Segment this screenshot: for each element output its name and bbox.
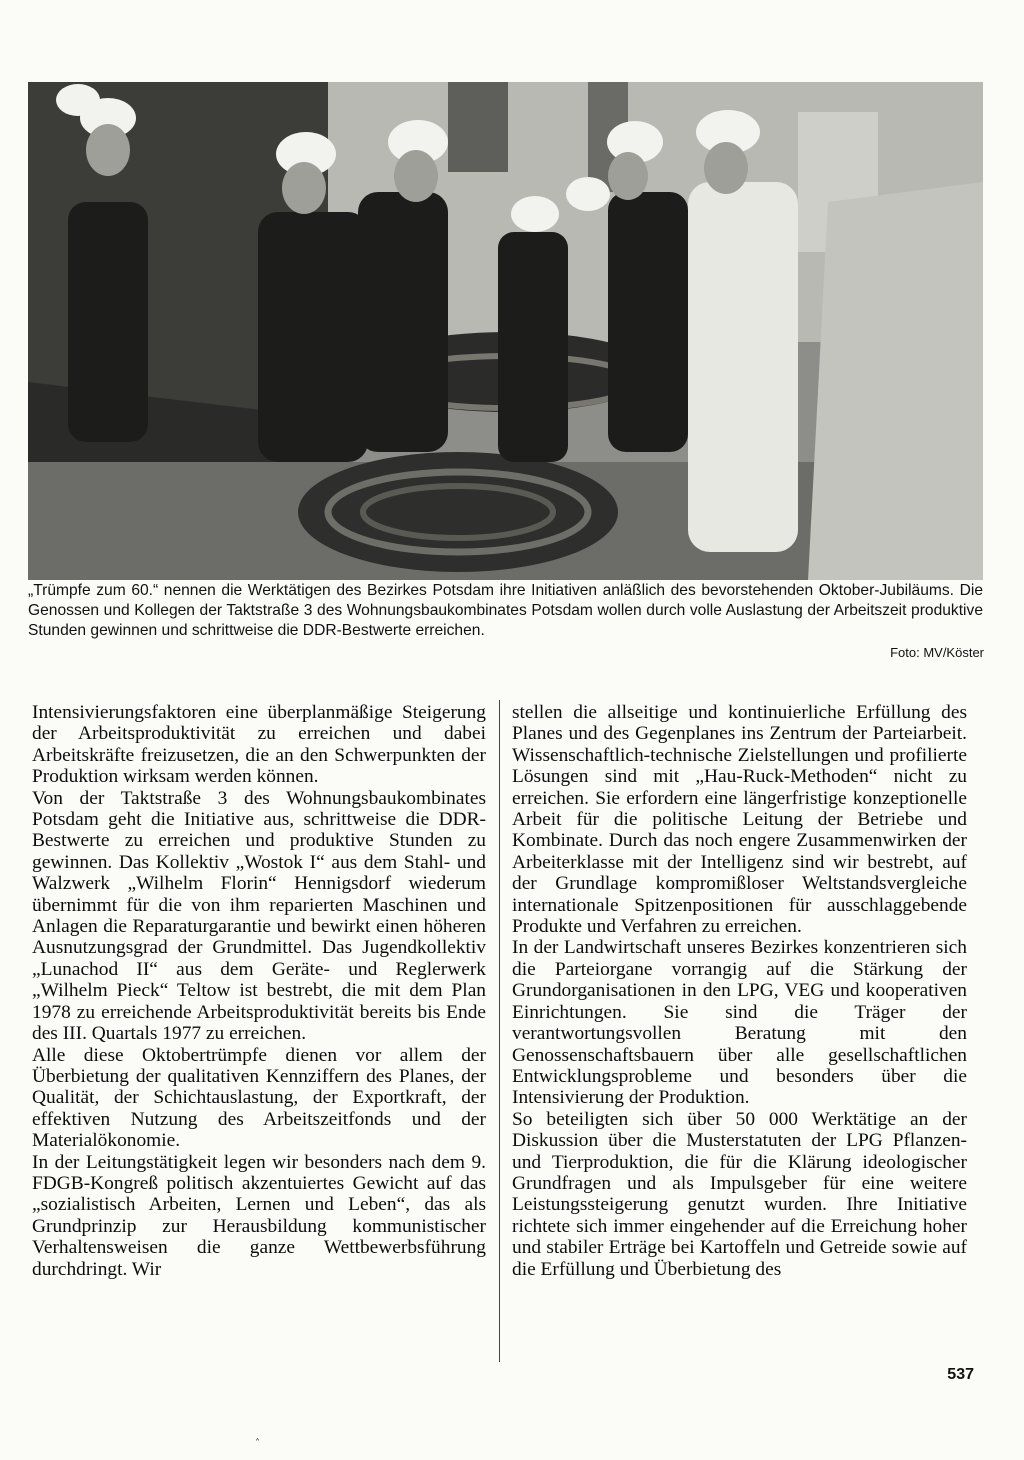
column-divider	[499, 700, 500, 1362]
photo-illustration	[28, 82, 983, 580]
text-column-right	[512, 702, 967, 1280]
paragraph: Von der Taktstraße 3 des Wohnungsbaukombinates Potsdam geht die Initiative aus, schrittweise die DDR-Bestwerte zu erreichen und produktive Stunden zu gewinnen. Das Kollektiv „Wostok I“ aus dem Stahl- und Walzwerk „Wilhelm Florin“ Hennigsdorf wiederum übernimmt für die von ihm reparierten Maschinen und Anlagen die Reparaturgarantie und bewirkt einen höheren Ausnutzungsgrad der Grundmittel. Das Jugendkollektiv „Lunachod II“ aus dem Geräte- und Reglerwerk „Wilhelm Pieck“ Teltow ist bestrebt, die mit dem Plan 1978 zu erreichende Arbeitsproduktivität bereits bis Ende des III. Quartals 1977 zu erreichen.	[32, 787, 486, 1045]
paragraph: In der Leitungstätigkeit legen wir besonders nach dem 9. FDGB-Kongreß politisch akzentuiertes Gewicht auf das „sozialistisch Arbeiten, Lernen und Leben“, das als Grundprinzip zur Herausbildung kommunistischer Verhaltensweisen die ganze Wettbewerbsführung durchdringt. Wir	[32, 1151, 486, 1280]
paragraph: stellen die allseitige und kontinuierliche Erfüllung des Planes und des Gegenplanes ins Zentrum der Parteiarbeit. Wissenschaftlich-technische Zielstellungen und profilierte Lösungen sind mit „Hau-Ruck-Methoden“ nicht zu erreichen. Sie erfordern eine längerfristige konzeptionelle Arbeit für die politische Leitung der Betriebe und Kombinate. Durch das noch engere Zusammenwirken der Arbeiterklasse mit der Intelligenz sind wir bestrebt, auf der Grundlage kompromißloser Weltstandsvergleiche internationale Spitzenpositionen für ausschlaggebende Produkte und Verfahren zu erreichen.	[512, 702, 967, 938]
text-column-left	[32, 702, 486, 1280]
paragraph: In der Landwirtschaft unseres Bezirkes konzentrieren sich die Parteiorgane vorrangig auf die Stärkung der Grundorganisationen in den LPG, VEG und kooperativen Einrichtungen. Sie sind die Träger der verantwortungsvollen Beratung mit den Genossenschaftsbauern über alle gesellschaftlichen Entwicklungsprobleme und besonders über die Intensivierung der Produktion.	[512, 937, 967, 1109]
paragraph: So beteiligten sich über 50 000 Werktätige an der Diskussion über die Musterstatuten der LPG Pflanzen- und Tierproduktion, die für die Klärung ideologischer Grundfragen und als Impulsgeber für eine weitere Leistungssteigerung genutzt wurden. Ihre Initiative richtete sich immer eingehender auf die Erreichung hoher und stabiler Erträge bei Kartoffeln und Getreide sowie auf die Erfüllung und Überbietung des	[512, 1108, 967, 1280]
page-number: 537	[947, 1366, 974, 1383]
photo-credit: Foto: MV/Köster	[890, 645, 984, 660]
paragraph: Alle diese Oktobertrümpfe dienen vor allem der Überbietung der qualitativen Kennziffern des Planes, der Qualität, der Schichtauslastung, der Exportkraft, der effektiven Nutzung des Arbeitszeitfonds und der Materialökonomie.	[32, 1044, 486, 1152]
photo-construction-workers	[28, 82, 983, 580]
print-mark: ˄	[255, 1438, 260, 1449]
photo-caption: „Trümpfe zum 60.“ nennen die Werktätigen des Bezirkes Potsdam ihre Initiativen anläßlich des bevorstehenden Oktober-Jubiläums. Die Genossen und Kollegen der Taktstraße 3 des Wohnungsbaukombinates Potsdam wollen durch volle Auslastung der Arbeitszeit produktive Stunden gewinnen und schrittweise die DDR-Bestwerte erreichen.	[28, 582, 983, 639]
paragraph: Intensivierungsfaktoren eine überplanmäßige Steigerung der Arbeitsproduktivität zu erreichen und dabei Arbeitskräfte freizusetzen, die an den Schwerpunkten der Produktion wirksam werden können.	[32, 702, 486, 788]
